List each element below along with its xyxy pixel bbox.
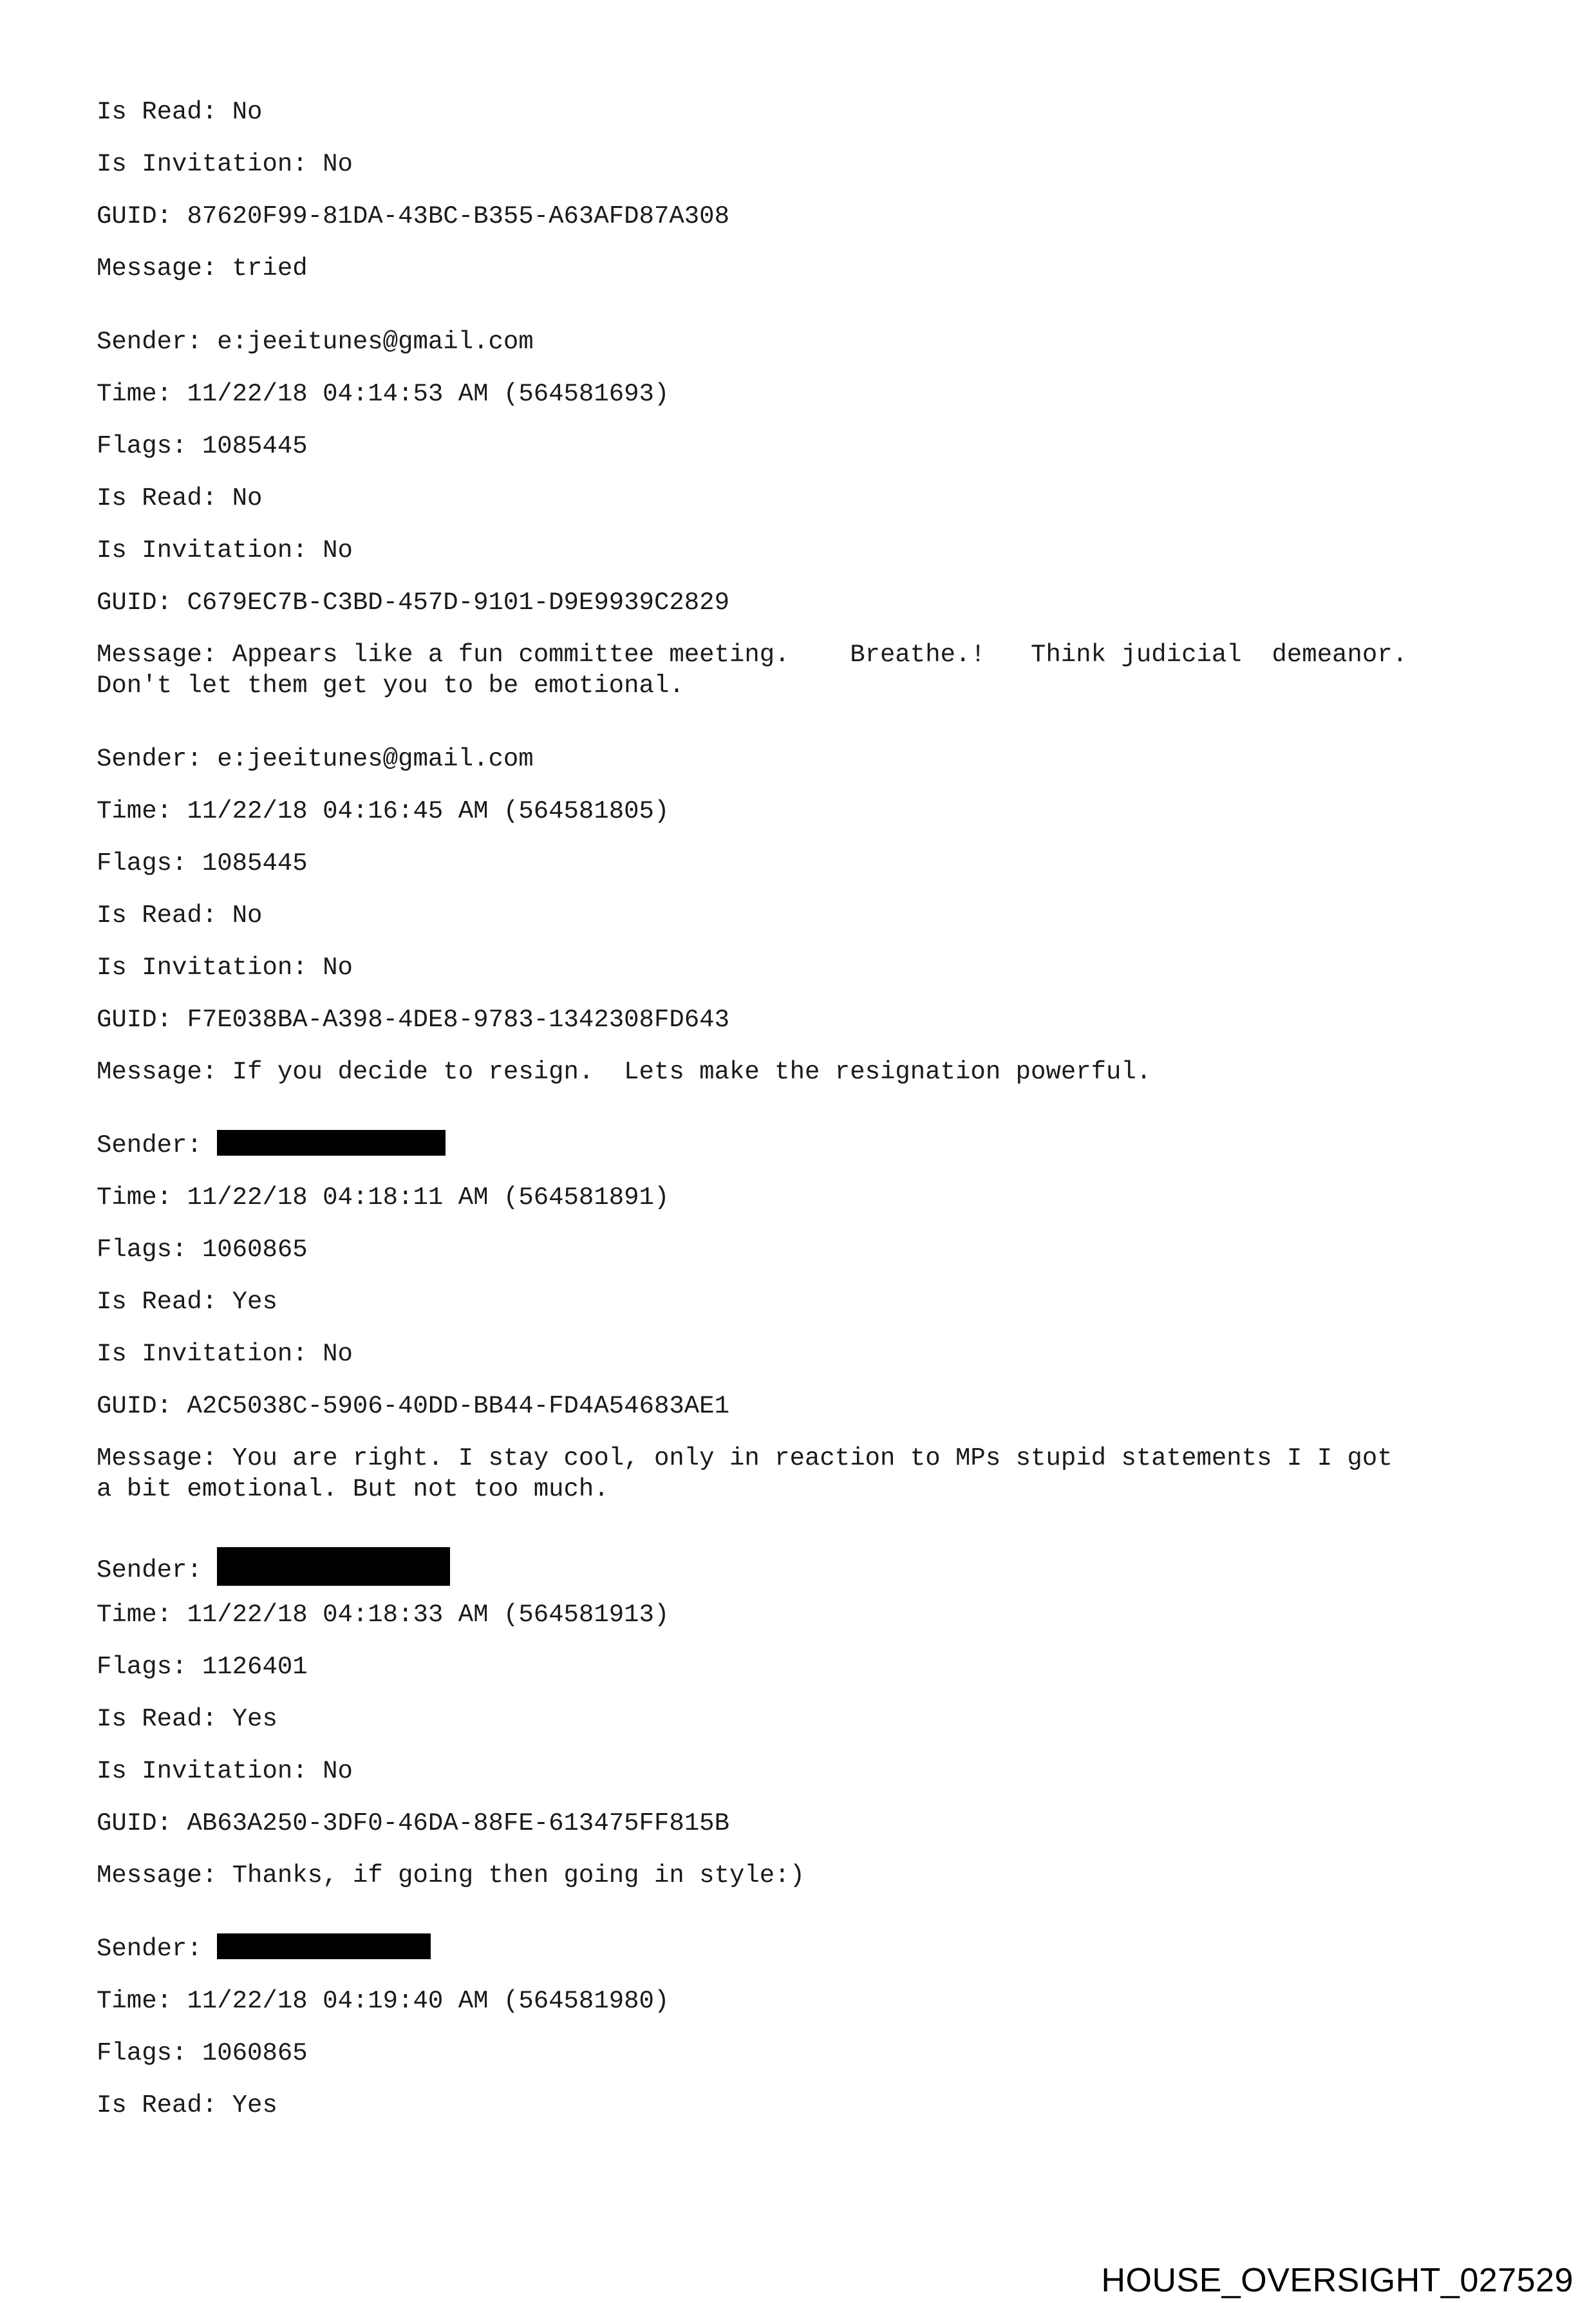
time-value: 11/22/18 04:18:33 AM (564581913) (187, 1601, 670, 1629)
is-invitation-line: Is Invitation: No (97, 150, 353, 178)
message-record (97, 1130, 1526, 1547)
is-invitation-line: Is Invitation: No (97, 536, 353, 565)
guid-value: F7E038BA-A398-4DE8-9783-1342308FD643 (187, 1006, 729, 1034)
guid-value: A2C5038C-5906-40DD-BB44-FD4A54683AE1 (187, 1392, 729, 1420)
sender-value: e:jeeitunes@gmail.com (217, 745, 534, 773)
message-line: Message: You are right. I stay cool, only in reaction to MPs stupid statements I I got a bit emotional. But not too much. (97, 1444, 1393, 1503)
flags-line: Flags: 1085445 (97, 432, 308, 460)
time-value: 11/22/18 04:16:45 AM (564581805) (187, 797, 670, 825)
guid-value: C679EC7B-C3BD-457D-9101-D9E9939C2829 (187, 588, 729, 617)
message-line: Message: tried (97, 254, 308, 283)
is-read-value: Yes (232, 1288, 277, 1316)
time-line: Time: 11/22/18 04:19:40 AM (564581980) (97, 1987, 670, 2015)
is-read-line: Is Read: No (97, 901, 263, 930)
message-record (97, 326, 1526, 744)
message-record (97, 744, 1526, 1130)
is-read-value: No (232, 901, 263, 930)
flags-value: 1085445 (202, 432, 308, 460)
guid-line: GUID: A2C5038C-5906-40DD-BB44-FD4A54683AE1 (97, 1392, 729, 1420)
guid-line: GUID: F7E038BA-A398-4DE8-9783-1342308FD643 (97, 1006, 729, 1034)
flags-value: 1126401 (202, 1653, 308, 1681)
is-invitation-value: No (323, 536, 353, 565)
sender-line: Sender: e:jeeitunes@gmail.com (97, 328, 534, 356)
time-value: 11/22/18 04:19:40 AM (564581980) (187, 1987, 670, 2015)
flags-line: Flags: 1060865 (97, 1236, 308, 1264)
message-value: You are right. I stay cool, only in reaction to MPs stupid statements I I got a bit emotional. But not too much. (97, 1444, 1393, 1503)
guid-line: GUID: AB63A250-3DF0-46DA-88FE-613475FF815B (97, 1809, 729, 1838)
sender-line: Sender: e:jeeitunes@gmail.com (97, 745, 534, 773)
time-value: 11/22/18 04:18:11 AM (564581891) (187, 1183, 670, 1212)
sender-value: e:jeeitunes@gmail.com (217, 328, 534, 356)
bates-number: HOUSE_OVERSIGHT_027529 (1101, 2262, 1573, 2299)
sender-line: Sender: (97, 1130, 1526, 1161)
is-read-line: Is Read: No (97, 484, 263, 512)
message-record (97, 1933, 1526, 2121)
is-invitation-line: Is Invitation: No (97, 1757, 353, 1785)
time-line: Time: 11/22/18 04:18:33 AM (564581913) (97, 1601, 670, 1629)
is-read-value: Yes (232, 2091, 277, 2120)
sender-line: Sender: (97, 1933, 1526, 1964)
message-record (97, 1547, 1526, 1933)
is-invitation-line: Is Invitation: No (97, 954, 353, 982)
guid-value: 87620F99-81DA-43BC-B355-A63AFD87A308 (187, 202, 729, 230)
message-log-page (97, 97, 1526, 2142)
message-value: tried (232, 254, 308, 283)
message-value: Appears like a fun committee meeting. Breathe.! Think judicial demeanor. Don't let them get you to be emotional. (97, 641, 1408, 700)
redaction-bar (217, 1130, 446, 1156)
is-invitation-value: No (323, 1340, 353, 1368)
message-line: Message: Appears like a fun committee meeting. Breathe.! Think judicial demeanor. Don't let them get you to be emotional. (97, 641, 1408, 700)
redaction-bar (217, 1547, 450, 1586)
flags-line: Flags: 1085445 (97, 849, 308, 878)
is-read-value: No (232, 484, 263, 512)
is-read-value: Yes (232, 1705, 277, 1733)
is-invitation-value: No (323, 1757, 353, 1785)
message-line: Message: Thanks, if going then going in style:) (97, 1861, 805, 1890)
redaction-bar (217, 1933, 431, 1959)
is-invitation-value: No (323, 150, 353, 178)
is-read-value: No (232, 98, 263, 126)
guid-value: AB63A250-3DF0-46DA-88FE-613475FF815B (187, 1809, 729, 1838)
message-value: Thanks, if going then going in style:) (232, 1861, 805, 1890)
is-read-line: Is Read: Yes (97, 1705, 277, 1733)
message-value: If you decide to resign. Lets make the resignation powerful. (232, 1058, 1152, 1086)
time-line: Time: 11/22/18 04:16:45 AM (564581805) (97, 797, 670, 825)
flags-value: 1060865 (202, 2039, 308, 2067)
flags-value: 1085445 (202, 849, 308, 878)
is-invitation-line: Is Invitation: No (97, 1340, 353, 1368)
message-line: Message: If you decide to resign. Lets make the resignation powerful. (97, 1058, 1152, 1086)
is-invitation-value: No (323, 954, 353, 982)
flags-line: Flags: 1126401 (97, 1653, 308, 1681)
is-read-line: Is Read: No (97, 98, 263, 126)
time-value: 11/22/18 04:14:53 AM (564581693) (187, 380, 670, 408)
time-line: Time: 11/22/18 04:14:53 AM (564581693) (97, 380, 670, 408)
flags-line: Flags: 1060865 (97, 2039, 308, 2067)
guid-line: GUID: C679EC7B-C3BD-457D-9101-D9E9939C2829 (97, 588, 729, 617)
sender-line: Sender: (97, 1547, 1526, 1578)
flags-value: 1060865 (202, 1236, 308, 1264)
is-read-line: Is Read: Yes (97, 2091, 277, 2120)
is-read-line: Is Read: Yes (97, 1288, 277, 1316)
guid-line: GUID: 87620F99-81DA-43BC-B355-A63AFD87A308 (97, 202, 729, 230)
time-line: Time: 11/22/18 04:18:11 AM (564581891) (97, 1183, 670, 1212)
